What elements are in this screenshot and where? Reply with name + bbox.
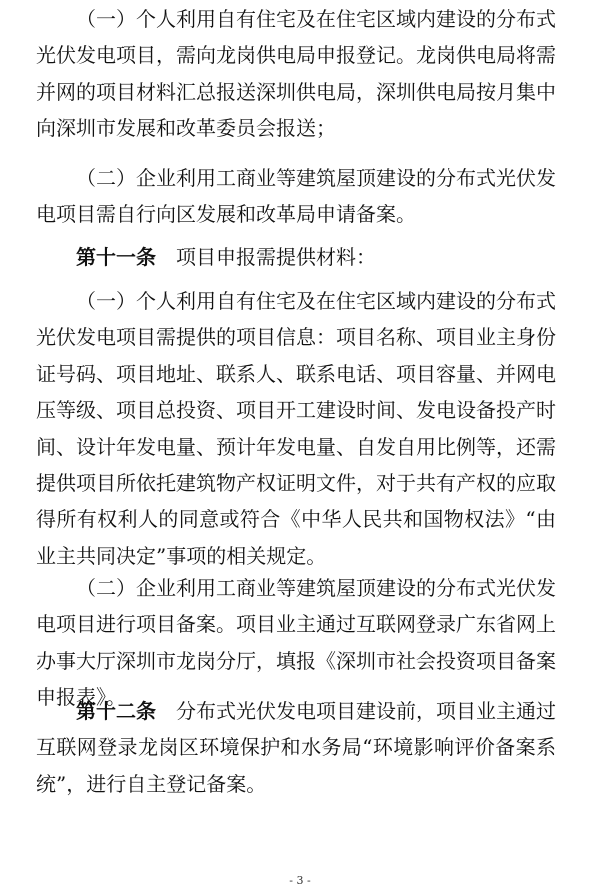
paragraph-2: （二）企业利用工商业等建筑屋顶建设的分布式光伏发电项目需自行向区发展和改革局申请备案。	[36, 166, 556, 227]
paragraph-5: （二）企业利用工商业等建筑屋顶建设的分布式光伏发电项目进行项目备案。项目业主通过互联网登录广东省网上办事大厅深圳市龙岗分厅，填报《深圳市社会投资项目备案申报表》。	[36, 576, 556, 710]
page-number: - 3 -	[289, 874, 311, 887]
article-11-heading: 第十一条	[76, 245, 156, 269]
article-11-text: 项目申报需提供材料：	[176, 245, 376, 269]
article-12	[36, 693, 556, 802]
paragraph-1: （一）个人利用自有住宅及在住宅区域内建设的分布式光伏发电项目，需向龙岗供电局申报登记。龙岗供电局将需并网的项目材料汇总报送深圳供电局，深圳供电局按月集中向深圳市发展和改革委员会报送；	[36, 7, 556, 141]
article-11	[36, 239, 556, 275]
paragraph-4: （一）个人利用自有住宅及在住宅区域内建设的分布式光伏发电项目需提供的项目信息：项目名称、项目业主身份证号码、项目地址、联系人、联系电话、项目容量、并网电压等级、项目总投资、项目开工建设时间、发电设备投产时间、设计年发电量、预计年发电量、自发自用比例等，还需提供项目所依托建筑物产权证明文件，对于共有产权的应取得所有权利人的同意或符合《中华人民共和国物权法》“由业主共同决定”事项的相关规定。	[36, 289, 556, 568]
article-12-text: 分布式光伏发电项目建设前，项目业主通过互联网登录龙岗区环境保护和水务局“环境影响评价备案系统”，进行自主登记备案。	[36, 699, 556, 796]
article-12-heading: 第十二条	[76, 699, 156, 723]
